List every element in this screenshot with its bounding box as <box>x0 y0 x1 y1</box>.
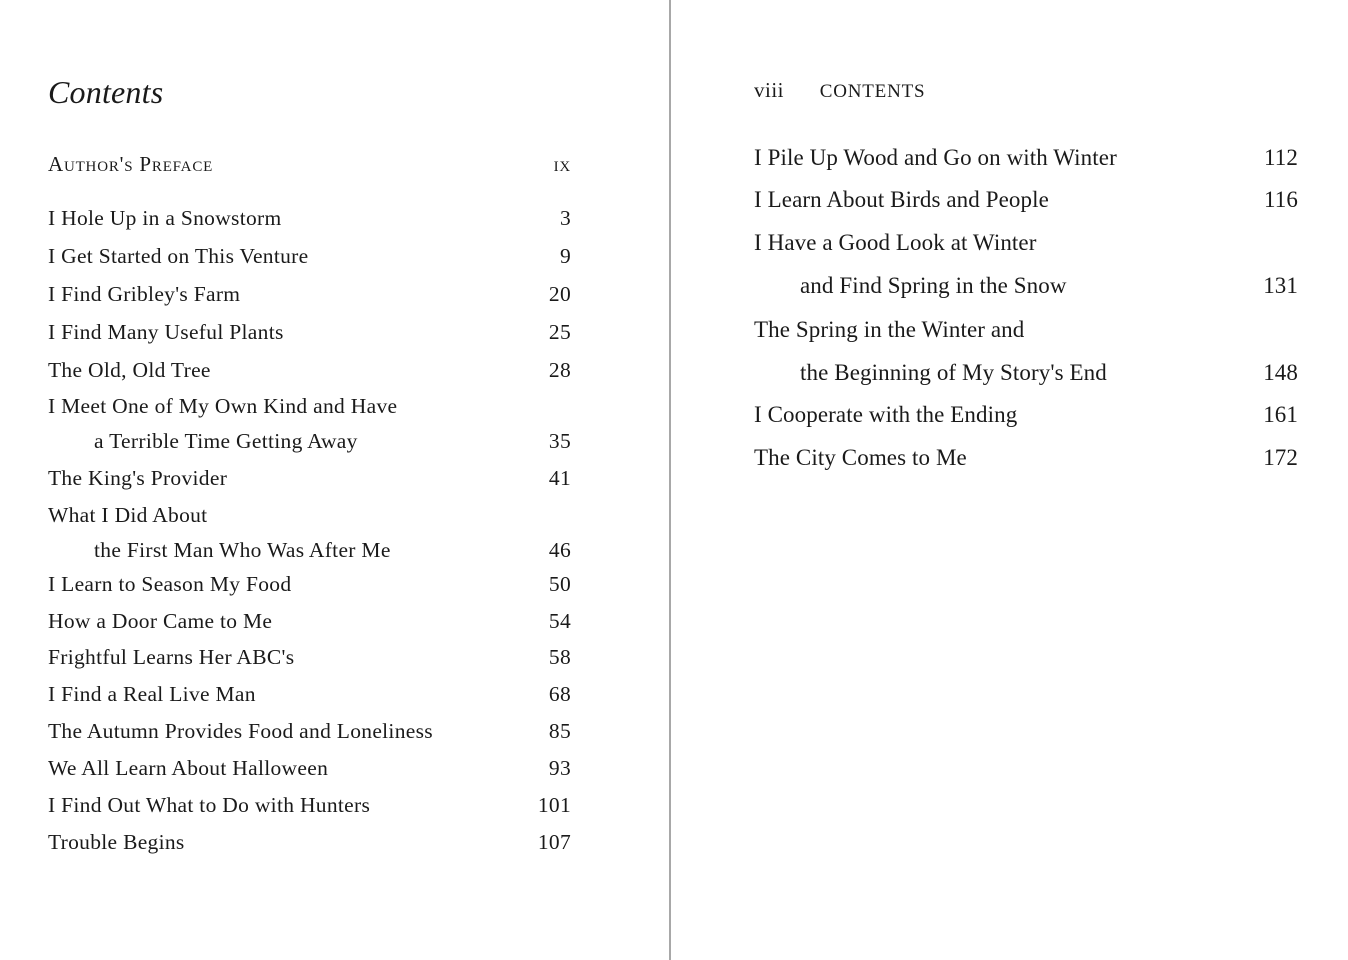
toc-entry-page: 148 <box>1263 360 1298 385</box>
toc-entry <box>48 790 571 820</box>
toc-entry-page: 93 <box>548 756 571 780</box>
page-number: viii <box>754 78 785 102</box>
toc-entry-page: 9 <box>559 244 571 268</box>
toc-entry-title: Author's Preface <box>48 152 214 176</box>
toc-entry-page: 28 <box>548 358 571 382</box>
toc-entry-line1 <box>48 391 571 421</box>
toc-entry-page: 46 <box>548 538 571 562</box>
toc-entry-line2 <box>48 535 571 565</box>
toc-entry <box>48 606 571 636</box>
toc-entry-title: I Get Started on This Venture <box>48 244 309 268</box>
toc-entry <box>48 355 571 385</box>
toc-entry-preface <box>48 149 571 179</box>
toc-entry <box>48 753 571 783</box>
toc-entry-title-continued: the First Man Who Was After Me <box>94 538 391 562</box>
toc-entry-page: 35 <box>548 429 571 453</box>
toc-entry-page: 3 <box>559 206 571 230</box>
toc-entry-title: I Find Out What to Do with Hunters <box>48 793 371 817</box>
toc-entry-line1 <box>48 500 571 530</box>
toc-entry <box>48 642 571 672</box>
toc-entry <box>48 679 571 709</box>
toc-entry-title: Trouble Begins <box>48 830 185 854</box>
toc-entry-title: Frightful Learns Her ABC's <box>48 645 295 669</box>
toc-entry-page: 41 <box>548 466 571 490</box>
toc-entry-page: 54 <box>548 609 571 633</box>
toc-entry-page: 112 <box>1264 145 1298 170</box>
toc-entry-title: The Spring in the Winter and <box>754 317 1025 342</box>
toc-entry-title: What I Did About <box>48 503 208 527</box>
toc-entry-line2 <box>754 357 1298 389</box>
toc-entry-line2 <box>48 426 571 456</box>
toc-entry-page: 85 <box>548 719 571 743</box>
toc-entry-title-continued: a Terrible Time Getting Away <box>94 429 358 453</box>
toc-entry <box>48 463 571 493</box>
toc-entry <box>48 827 571 857</box>
toc-entry-title: I Hole Up in a Snowstorm <box>48 206 282 230</box>
left-page <box>0 0 669 960</box>
toc-entry-title: How a Door Came to Me <box>48 609 273 633</box>
running-head <box>754 78 925 103</box>
toc-entry-title: The Autumn Provides Food and Loneliness <box>48 719 433 743</box>
toc-entry-title: I Meet One of My Own Kind and Have <box>48 394 398 418</box>
right-page <box>671 0 1348 960</box>
toc-entry-page: 131 <box>1263 273 1298 298</box>
toc-entry-title: I Learn to Season My Food <box>48 572 292 596</box>
toc-entry <box>48 569 571 599</box>
toc-entry <box>48 241 571 271</box>
toc-entry-title: I Find a Real Live Man <box>48 682 256 706</box>
toc-entry-title: I Learn About Birds and People <box>754 187 1049 212</box>
toc-entry-title: The City Comes to Me <box>754 445 967 470</box>
toc-entry-page: 161 <box>1263 402 1298 427</box>
toc-entry <box>754 142 1298 174</box>
toc-entry-line1 <box>754 314 1298 346</box>
toc-entry <box>754 399 1298 431</box>
toc-entry-title: I Find Gribley's Farm <box>48 282 241 306</box>
toc-entry-title: I Have a Good Look at Winter <box>754 230 1037 255</box>
toc-entry-page: 50 <box>548 572 571 596</box>
toc-entry-title-continued: and Find Spring in the Snow <box>800 273 1067 298</box>
toc-entry-title: I Pile Up Wood and Go on with Winter <box>754 145 1117 170</box>
running-head-title: CONTENTS <box>819 81 926 102</box>
toc-entry <box>48 317 571 347</box>
toc-entry-page: 116 <box>1264 187 1298 212</box>
toc-entry-line1 <box>754 227 1298 259</box>
toc-entry <box>754 184 1298 216</box>
toc-entry-title: The Old, Old Tree <box>48 358 211 382</box>
toc-entry-page: 101 <box>537 793 571 817</box>
toc-entry-title-continued: the Beginning of My Story's End <box>800 360 1107 385</box>
toc-entry-title: We All Learn About Halloween <box>48 756 329 780</box>
toc-entry-title: I Cooperate with the Ending <box>754 402 1018 427</box>
toc-entry <box>754 442 1298 474</box>
toc-entry <box>48 716 571 746</box>
toc-entry-page: 20 <box>548 282 571 306</box>
toc-entry-page: ix <box>553 152 571 176</box>
toc-entry-title: I Find Many Useful Plants <box>48 320 284 344</box>
toc-entry-page: 58 <box>548 645 571 669</box>
toc-entry-page: 25 <box>548 320 571 344</box>
toc-entry-page: 68 <box>548 682 571 706</box>
toc-entry-title: The King's Provider <box>48 466 228 490</box>
toc-entry-page: 172 <box>1263 445 1298 470</box>
toc-entry <box>48 279 571 309</box>
toc-entry <box>48 203 571 233</box>
toc-entry-page: 107 <box>537 830 571 854</box>
toc-entry-line2 <box>754 270 1298 302</box>
page-title: Contents <box>48 74 164 110</box>
